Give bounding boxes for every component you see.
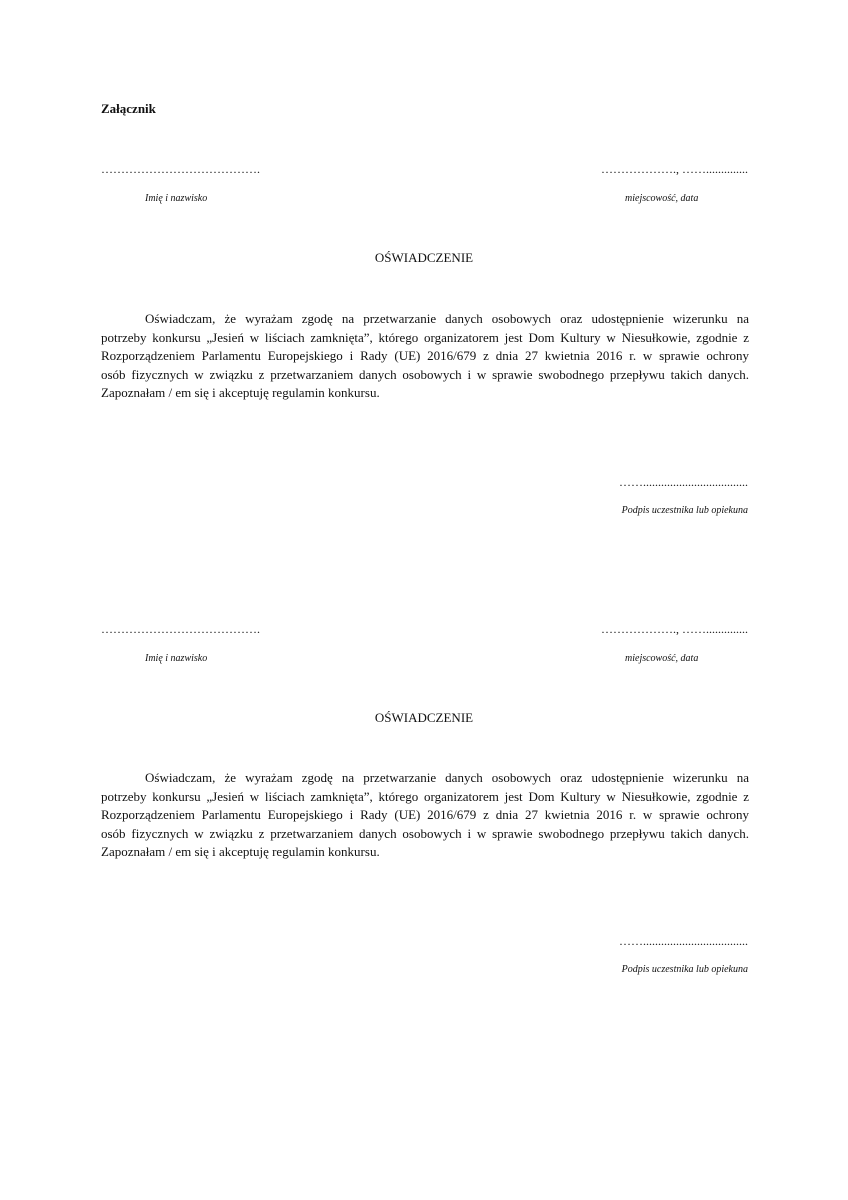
statement-line: Zapoznałam / em się i akceptuję regulamin konkursu. <box>101 385 380 401</box>
statement-line: Oświadczam, że wyrażam zgodę na przetwarzanie danych osobowych oraz udostępnienie wizerunku na <box>145 311 749 326</box>
statement-line: Zapoznałam / em się i akceptuję regulamin konkursu. <box>101 844 380 860</box>
signature-dotted-line: ……................................... <box>619 934 748 948</box>
name-caption: Imię i nazwisko <box>145 193 208 204</box>
signature-dotted-line: ……................................... <box>619 475 748 489</box>
statement-line: potrzeby konkursu „Jesień w liściach zamknięta”, którego organizatorem jest Dom Kultury w Niesułkowie, zgodnie z <box>101 329 749 345</box>
name-dotted-line: …………………………………. <box>101 622 260 636</box>
signature-caption: Podpis uczestnika lub opiekuna <box>621 505 748 516</box>
name-caption: Imię i nazwisko <box>145 653 208 664</box>
statement-line: Rozporządzeniem Parlamentu Europejskiego i Rady (UE) 2016/679 z dnia 27 kwietnia 2016 r. w sprawie ochrony <box>101 348 749 364</box>
name-dotted-line: …………………………………. <box>101 162 260 176</box>
place-date-dotted-line: ………………., …….............. <box>601 162 748 176</box>
statement-line: Oświadczam, że wyrażam zgodę na przetwarzanie danych osobowych oraz udostępnienie wizerunku na <box>145 770 749 785</box>
statement-title: OŚWIADCZENIE <box>374 710 474 725</box>
signature-caption: Podpis uczestnika lub opiekuna <box>621 964 748 975</box>
attachment-heading: Załącznik <box>101 101 156 116</box>
statement-title: OŚWIADCZENIE <box>374 250 474 265</box>
place-date-dotted-line: ………………., …….............. <box>601 622 748 636</box>
statement-line: osób fizycznych w związku z przetwarzaniem danych osobowych i w sprawie swobodnego przepływu takich danych. <box>101 366 749 382</box>
statement-line: potrzeby konkursu „Jesień w liściach zamknięta”, którego organizatorem jest Dom Kultury w Niesułkowie, zgodnie z <box>101 788 749 804</box>
place-date-caption: miejscowość, data <box>625 193 699 204</box>
statement-line: Rozporządzeniem Parlamentu Europejskiego i Rady (UE) 2016/679 z dnia 27 kwietnia 2016 r. w sprawie ochrony <box>101 807 749 823</box>
statement-body <box>101 310 749 403</box>
statement-line: osób fizycznych w związku z przetwarzaniem danych osobowych i w sprawie swobodnego przepływu takich danych. <box>101 825 749 841</box>
place-date-caption: miejscowość, data <box>625 653 699 664</box>
statement-body <box>101 769 749 862</box>
